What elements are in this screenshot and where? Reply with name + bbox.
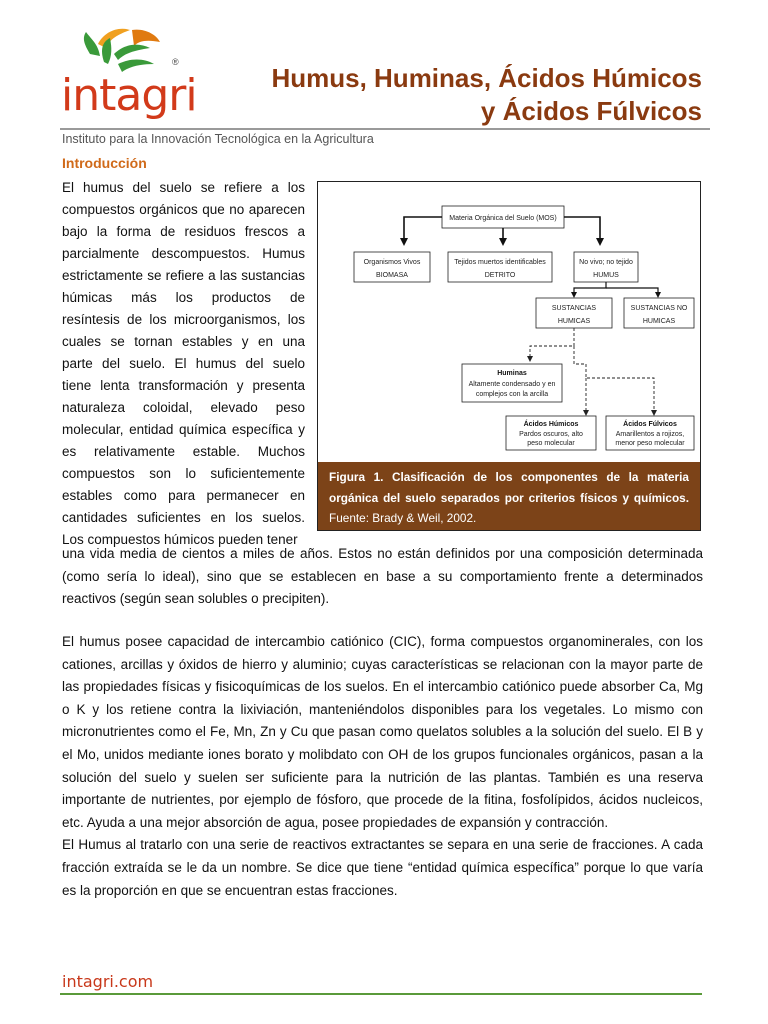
title-line-1: Humus, Huminas, Ácidos Húmicos: [271, 63, 702, 93]
continuation-paragraph: [62, 543, 703, 611]
body-paragraphs: [62, 631, 703, 902]
label-acidos-fulvicos-d2: menor peso molecular: [615, 440, 685, 447]
label-sust-hum-1: SUSTANCIAS: [551, 305, 597, 312]
classification-diagram: [318, 182, 700, 462]
paragraph-cic: El humus posee capacidad de intercambio catiónico (CIC), forma compuestos organominerales, con los cationes, arcillas y óxidos de hierro y aluminio; cuyas características se relacionan con la mayor parte de las propiedades físicas y fisicoquímicas de los suelos. En el intercambio catiónico puede absorber Ca, Mg o K y los retiene contra la lixiviación, manteniéndolos disponibles para los vegetales. Lo mismo con micronutrientes como el Fe, Mn, Zn y Cu que pasan como quelatos solubles a la solución del suelo. El B y el Mo, unidos mediante iones borato y molibdato con OH de los grupos funcionales orgánicos, pasan a la solución del suelo y suelen ser suficiente para la nutrición de las plantas. También es una reserva importante de nutrientes, por ejemplo de fósforo, que procede de la fitina, fosfolípidos, ácidos nucleicos, etc. Ayuda a una mejor absorción de agua, posee propiedades de expansión y contracción.: [62, 634, 703, 830]
figure-1: [317, 181, 701, 531]
label-acidos-humicos-d1: Pardos oscuros, alto: [519, 431, 583, 438]
paragraph-fracciones: El Humus al tratarlo con una serie de reactivos extractantes se separa en una serie de fracciones. A cada fracción extraída se le da un nombre. Se dice que tiene “entidad química específica” porque lo que varía es la proporción en que se encuentran estas fracciones.: [62, 837, 703, 898]
label-no-vivo: No vivo; no tejido: [579, 259, 633, 266]
footer-site-link[interactable]: intagri.com: [62, 972, 154, 991]
registered-mark: ®: [172, 57, 179, 67]
intro-heading: Introducción: [62, 155, 147, 171]
footer-divider: [60, 993, 702, 995]
logo-wordmark: intagri: [61, 70, 197, 121]
label-organismos-vivos: Organismos Vivos: [363, 259, 421, 266]
label-tejidos: Tejidos muertos identificables: [454, 259, 546, 266]
label-acidos-humicos: Ácidos Húmicos: [523, 421, 579, 428]
continuation-text: una vida media de cientos a miles de años. Estos no están definidos por una composición determinada (como sería lo ideal), sino que se establecen en base a su comportamiento frente a determinados reactivos (según sean solubles o precipiten).: [62, 546, 703, 607]
label-detrito: DETRITO: [484, 272, 516, 279]
label-sust-no-2: HUMICAS: [642, 318, 676, 325]
intro-column-text: [62, 177, 305, 551]
caption-source: Fuente: Brady & Weil, 2002.: [329, 511, 477, 525]
document-title: [271, 62, 702, 128]
label-biomasa: BIOMASA: [376, 272, 408, 279]
label-acidos-fulvicos-d1: Amarillentos a rojizos,: [615, 431, 685, 438]
institute-subtitle: Instituto para la Innovación Tecnológica en la Agricultura: [62, 132, 374, 146]
figure-caption: [318, 462, 700, 530]
label-sust-hum-2: HUMICAS: [557, 318, 591, 325]
label-acidos-fulvicos: Ácidos Fúlvicos: [623, 421, 677, 428]
label-huminas-d1: Altamente condensado y en: [468, 381, 556, 388]
label-acidos-humicos-d2: peso molecular: [527, 440, 575, 447]
label-sust-no-1: SUSTANCIAS NO: [630, 305, 688, 312]
label-huminas-d2: complejos con la arcilla: [475, 391, 549, 398]
intro-paragraph: El humus del suelo se refiere a los compuestos orgánicos que no aparecen bajo la forma de residuos frescos a parcialmente descompuestos. Humus estrictamente se refiere a las sustancias húmicas más los productos de resíntesis de los microorganismos, los cuales se tornan estables y en una parte del suelo. El humus del suelo tiene lenta transformación y presenta naturaleza coloidal, elevado peso molecular, entidad química específica y es relativamente estable. Muchos compuestos son lo suficientemente estables como para permanecer en cantidades suficientes en los suelos. Los compuestos húmicos pueden tener: [62, 180, 305, 547]
title-line-2: y Ácidos Fúlvicos: [480, 96, 702, 126]
caption-text: Figura 1. Clasificación de los componentes de la materia orgánica del suelo separados por criterios físicos y químicos.: [329, 470, 689, 505]
header-divider: [60, 128, 710, 130]
label-mos: Materia Orgánica del Suelo (MOS): [449, 215, 557, 222]
label-huminas: Huminas: [497, 370, 527, 377]
label-humus: HUMUS: [593, 272, 619, 279]
